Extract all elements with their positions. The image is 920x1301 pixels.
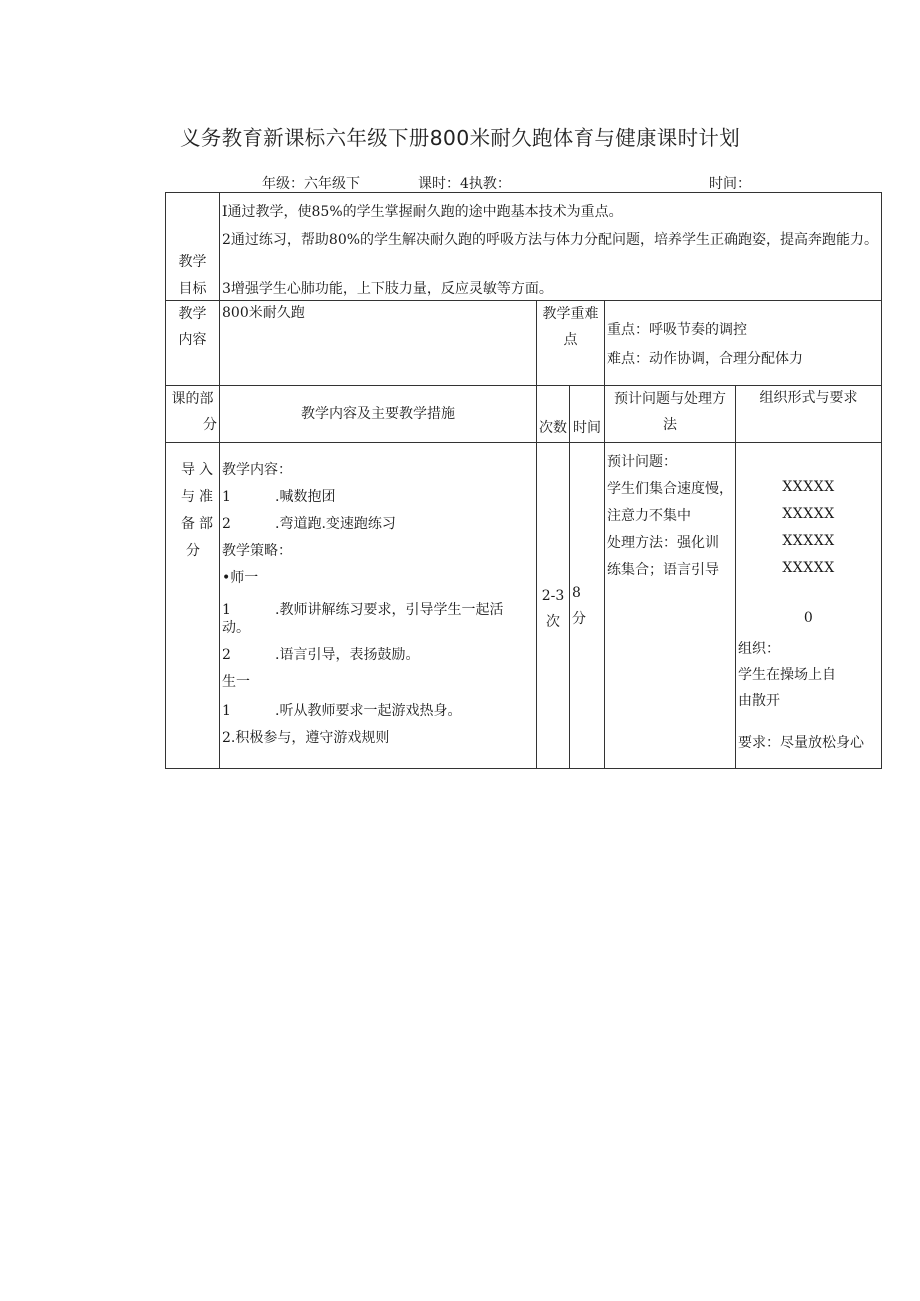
formation-row-1: XXXXX	[782, 479, 835, 495]
student-item-1: 1 .听从教师要求一起游戏热身。	[222, 703, 462, 719]
difficulty-value-cell	[605, 301, 882, 386]
header-part	[166, 386, 220, 443]
document-title: 义务教育新课标六年级下册800米耐久跑体育与健康课时计划	[179, 126, 741, 150]
difficulty-label-1: 教学重难	[542, 306, 599, 322]
content-label-2: 内容	[178, 332, 207, 348]
intro-part-4: 分	[186, 543, 204, 559]
teacher-item-1: 1 .教师讲解练习要求，引导学生一起活	[222, 602, 504, 618]
lesson-plan-table	[165, 192, 882, 769]
requirement: 要求：尽量放松身心	[738, 735, 864, 751]
intro-organization-cell	[736, 443, 882, 769]
formation-row-2: XXXXX	[782, 506, 835, 522]
formation-row-4: XXXXX	[782, 560, 835, 576]
count-1: 2-3	[541, 588, 565, 604]
org-heading: 组织：	[738, 641, 780, 657]
header-issues-2: 法	[663, 417, 677, 433]
teacher-item-2: 2 .语言引导，表扬鼓励。	[222, 647, 420, 663]
teacher-heading: •师一	[222, 570, 259, 586]
count-2: 次	[546, 614, 560, 630]
issues-line-1: 预计问题：	[607, 454, 677, 470]
goals-label-1: 教学	[178, 254, 207, 270]
content-value: 800米耐久跑	[222, 305, 305, 321]
intro-measures-cell	[220, 443, 537, 769]
header-duration: 时间	[570, 386, 605, 443]
goal-item-3: 3增强学生心肺功能，上下肢力量，反应灵敏等方面。	[222, 281, 553, 297]
duration-1: 8	[572, 585, 581, 601]
key-point: 重点：呼吸节奏的调控	[607, 322, 747, 338]
content-label-cell	[166, 301, 220, 386]
header-issues-1: 预计问题与处理方	[614, 391, 726, 407]
content-value-cell	[220, 301, 537, 386]
student-heading: 生一	[222, 674, 250, 690]
difficulty-label-cell	[537, 301, 605, 386]
content-item-2: 2 .弯道跑.变速跑练习	[222, 516, 396, 532]
difficulty-label-2: 点	[563, 332, 578, 348]
teacher-item-1-cont: 动。	[222, 620, 250, 636]
header-organization: 组织形式与要求	[736, 386, 882, 443]
header-part-1: 课的部	[171, 391, 214, 407]
header-times: 次数	[537, 386, 570, 443]
header-measures: 教学内容及主要教学措施	[220, 386, 537, 443]
intro-part-1: 导入	[181, 462, 217, 478]
intro-duration-cell	[570, 443, 605, 769]
content-row	[166, 301, 882, 386]
issues-line-2: 学生们集合速度慢，	[607, 481, 733, 497]
intro-row	[166, 443, 882, 769]
goals-label-cell	[166, 193, 220, 301]
goals-content-cell	[220, 193, 882, 301]
grade-meta: 年级：六年级下	[262, 176, 360, 192]
intro-part-3: 备部	[181, 516, 217, 532]
student-item-2: 2.积极参与，遵守游戏规则	[222, 730, 390, 746]
issues-line-5: 练集合；语言引导	[607, 562, 719, 578]
header-part-2: 分	[203, 417, 217, 433]
goal-item-2: 2通过练习，帮助80%的学生解决耐久跑的呼吸方法与体力分配问题，培养学生正确跑姿，提高奔跑能力。	[222, 232, 879, 248]
content-label-1: 教学	[178, 306, 207, 322]
content-heading: 教学内容：	[222, 462, 292, 478]
duration-2: 分	[572, 611, 586, 627]
content-item-1: 1 .喊数抱团	[222, 489, 336, 505]
intro-count-cell	[537, 443, 570, 769]
goal-item-1: I通过教学，使85%的学生掌握耐久跑的途中跑基本技术为重点。	[222, 204, 623, 220]
difficult-point: 难点：动作协调，合理分配体力	[607, 351, 803, 367]
issues-line-3: 注意力不集中	[607, 508, 691, 524]
org-line-1: 学生在操场上自	[738, 667, 836, 683]
header-row	[166, 386, 882, 443]
org-line-2: 由散开	[738, 693, 780, 709]
goals-row	[166, 193, 882, 301]
goals-label-2: 目标	[178, 281, 207, 297]
intro-part-2: 与准	[181, 489, 217, 505]
formation-row-3: XXXXX	[782, 533, 835, 549]
issues-line-4: 处理方法：强化训	[607, 535, 719, 551]
header-issues	[605, 386, 736, 443]
teacher-marker: 0	[803, 610, 814, 626]
intro-part-cell	[166, 443, 220, 769]
intro-issues-cell	[605, 443, 736, 769]
lesson-meta: 课时：4执教：	[418, 176, 511, 192]
time-meta: 时间：	[709, 176, 751, 192]
strategy-heading: 教学策略：	[222, 543, 292, 559]
